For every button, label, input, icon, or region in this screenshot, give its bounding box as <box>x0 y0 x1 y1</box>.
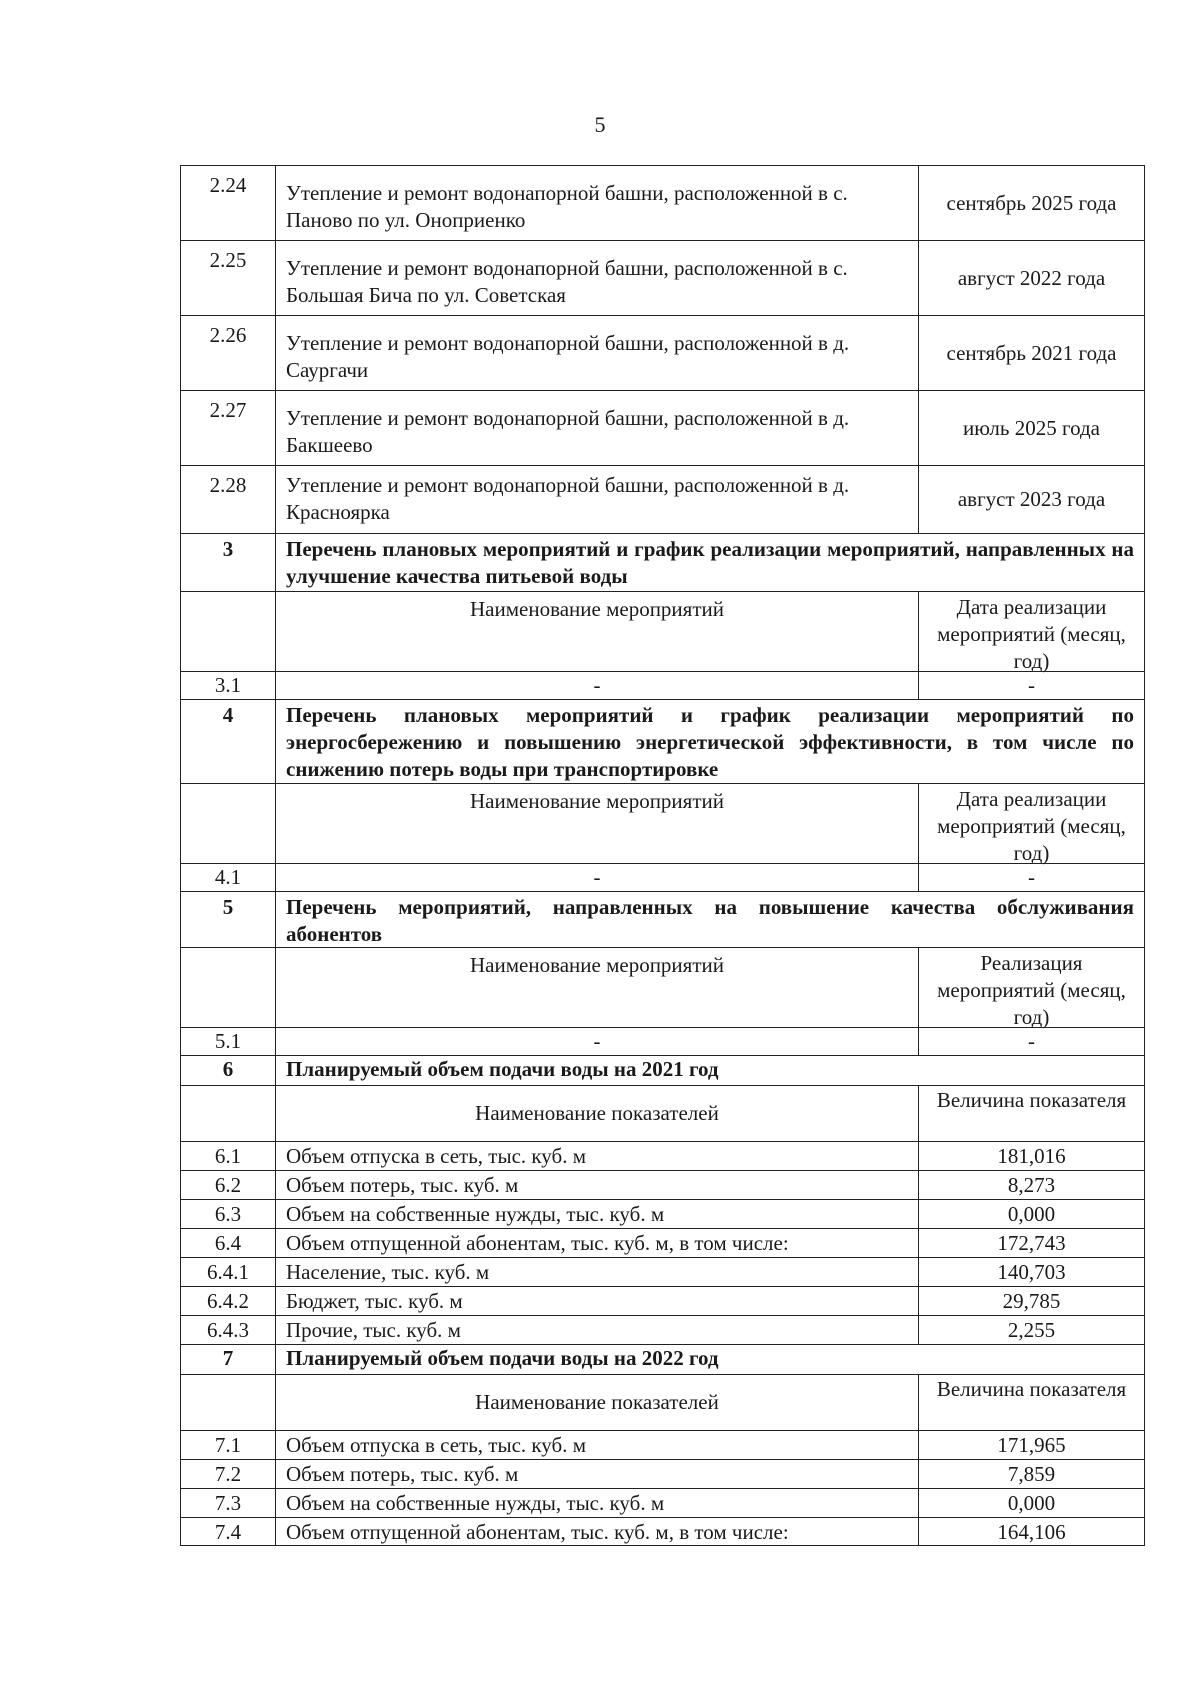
indicator-value: 7,859 <box>1007 1462 1056 1486</box>
column-header-date: Реализация мероприятий (месяц, год) <box>937 951 1126 1029</box>
section-number: 3 <box>181 534 276 591</box>
section-title: Планируемый объем подачи воды на 2022 год <box>286 1346 719 1370</box>
activity-date: август 2022 года <box>957 265 1106 290</box>
indicator-name: Объем на собственные нужды, тыс. куб. м <box>276 1200 919 1228</box>
section-heading <box>180 699 1145 783</box>
column-header-value: Величина показателя <box>936 1377 1127 1401</box>
column-header-name: Наименование мероприятий <box>276 784 919 863</box>
row-number: 7.4 <box>181 1518 276 1545</box>
section-title: Перечень плановых мероприятий и график реализации мероприятий, направленных на улучшение качества питьевой воды <box>286 537 1134 588</box>
indicator-name: Объем отпущенной абонентам, тыс. куб. м, в том числе: <box>276 1518 919 1545</box>
column-header-name: Наименование показателей <box>276 1375 919 1430</box>
row-number: 7.2 <box>181 1460 276 1488</box>
indicator-value: 0,000 <box>1007 1491 1056 1515</box>
page-number: 5 <box>594 112 606 137</box>
indicator-value: 0,000 <box>1007 1202 1056 1226</box>
table-row <box>180 1027 1145 1055</box>
indicator-name: Прочие, тыс. куб. м <box>276 1316 919 1344</box>
section-number: 4 <box>181 700 276 783</box>
row-number: 6.1 <box>181 1142 276 1170</box>
table-row <box>180 863 1145 891</box>
row-number: 2.24 <box>181 166 276 240</box>
measures-table <box>180 165 1145 1546</box>
activity-name: - <box>276 1028 919 1055</box>
indicator-value: 29,785 <box>1002 1289 1061 1313</box>
column-header-name: Наименование показателей <box>276 1086 919 1141</box>
activity-name: - <box>276 864 919 891</box>
row-number: 6.4 <box>181 1229 276 1257</box>
column-header-row <box>180 947 1145 1027</box>
indicator-value: 140,703 <box>997 1260 1066 1284</box>
row-number: 2.28 <box>181 466 276 533</box>
activity-name: Утепление и ремонт водонапорной башни, расположенной в д. Бакшеево <box>276 391 919 465</box>
table-row <box>180 1315 1145 1344</box>
section-title: Перечень мероприятий, направленных на повышение качества обслуживания абонентов <box>286 895 1134 946</box>
indicator-name: Население, тыс. куб. м <box>276 1258 919 1286</box>
section-title: Планируемый объем подачи воды на 2021 год <box>286 1057 719 1081</box>
activity-date: июль 2025 года <box>963 415 1100 440</box>
table-row <box>180 390 1145 465</box>
section-number: 5 <box>181 892 276 947</box>
activity-date: сентябрь 2025 года <box>946 190 1117 215</box>
column-header-row <box>180 591 1145 671</box>
row-number: 6.4.1 <box>181 1258 276 1286</box>
row-number: 2.26 <box>181 316 276 390</box>
row-number: 2.25 <box>181 241 276 315</box>
activity-name: - <box>276 672 919 699</box>
indicator-name: Объем отпуска в сеть, тыс. куб. м <box>276 1431 919 1459</box>
table-row <box>180 671 1145 699</box>
indicator-value: 2,255 <box>1007 1318 1056 1342</box>
column-header-row <box>180 1085 1145 1141</box>
table-row <box>180 1257 1145 1286</box>
section-heading <box>180 891 1145 947</box>
table-row <box>180 465 1145 533</box>
activity-date: - <box>1028 673 1035 697</box>
activity-date: - <box>1028 865 1035 889</box>
table-row <box>180 1517 1145 1546</box>
indicator-name: Объем отпущенной абонентам, тыс. куб. м, в том числе: <box>276 1229 919 1257</box>
activity-date: сентябрь 2021 года <box>946 340 1117 365</box>
indicator-value: 172,743 <box>997 1231 1066 1255</box>
indicator-value: 181,016 <box>997 1144 1066 1168</box>
row-number: 7.3 <box>181 1489 276 1517</box>
indicator-value: 164,106 <box>997 1520 1066 1544</box>
row-number: 5.1 <box>181 1028 276 1055</box>
activity-date: - <box>1028 1029 1035 1053</box>
activity-date: август 2023 года <box>957 487 1106 511</box>
indicator-name: Объем потерь, тыс. куб. м <box>276 1460 919 1488</box>
row-number: 6.3 <box>181 1200 276 1228</box>
activity-name: Утепление и ремонт водонапорной башни, расположенной в д. Саургачи <box>276 316 919 390</box>
section-heading <box>180 533 1145 591</box>
column-header-value: Величина показателя <box>936 1088 1127 1112</box>
table-row <box>180 1199 1145 1228</box>
column-header-name: Наименование мероприятий <box>276 592 919 671</box>
section-heading <box>180 1344 1145 1374</box>
activity-name: Утепление и ремонт водонапорной башни, расположенной в с. Паново по ул. Оноприенко <box>276 166 919 240</box>
column-header-row <box>180 783 1145 863</box>
table-row <box>180 1141 1145 1170</box>
table-row <box>180 1459 1145 1488</box>
section-number: 6 <box>181 1056 276 1085</box>
activity-name: Утепление и ремонт водонапорной башни, расположенной в с. Большая Бича по ул. Советская <box>276 241 919 315</box>
table-row <box>180 165 1145 240</box>
table-row <box>180 1488 1145 1517</box>
section-title: Перечень плановых мероприятий и график реализации мероприятий по энергосбережению и повышению энергетической эффективности, в том числе по снижению потерь воды при транспортировке <box>286 703 1134 781</box>
row-number: 6.4.2 <box>181 1287 276 1315</box>
column-header-name: Наименование мероприятий <box>276 948 919 1027</box>
column-header-date: Дата реализации мероприятий (месяц, год) <box>937 787 1126 865</box>
activity-name: Утепление и ремонт водонапорной башни, расположенной в д. Красноярка <box>276 466 919 533</box>
indicator-value: 8,273 <box>1007 1173 1056 1197</box>
indicator-name: Объем потерь, тыс. куб. м <box>276 1171 919 1199</box>
indicator-name: Бюджет, тыс. куб. м <box>276 1287 919 1315</box>
indicator-value: 171,965 <box>997 1433 1066 1457</box>
table-row <box>180 240 1145 315</box>
table-row <box>180 1170 1145 1199</box>
table-row <box>180 315 1145 390</box>
row-number: 6.4.3 <box>181 1316 276 1344</box>
row-number: 6.2 <box>181 1171 276 1199</box>
section-number: 7 <box>181 1345 276 1374</box>
row-number: 3.1 <box>181 672 276 699</box>
row-number: 4.1 <box>181 864 276 891</box>
section-heading <box>180 1055 1145 1085</box>
indicator-name: Объем на собственные нужды, тыс. куб. м <box>276 1489 919 1517</box>
column-header-date: Дата реализации мероприятий (месяц, год) <box>937 595 1126 673</box>
row-number: 2.27 <box>181 391 276 465</box>
table-row <box>180 1430 1145 1459</box>
table-row <box>180 1228 1145 1257</box>
table-row <box>180 1286 1145 1315</box>
indicator-name: Объем отпуска в сеть, тыс. куб. м <box>276 1142 919 1170</box>
row-number: 7.1 <box>181 1431 276 1459</box>
column-header-row <box>180 1374 1145 1430</box>
